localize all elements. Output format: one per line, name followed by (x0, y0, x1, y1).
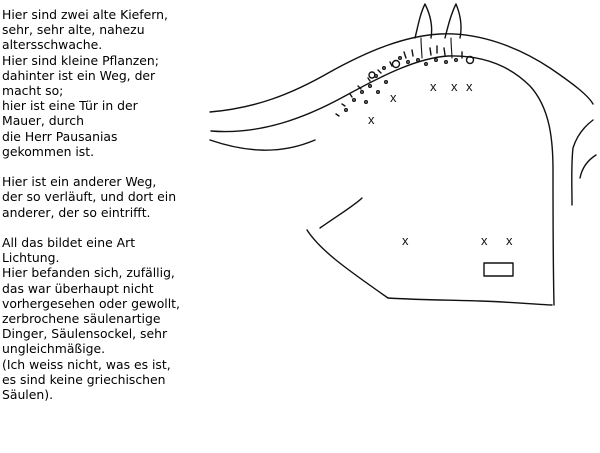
plant-dots (345, 57, 458, 112)
path-outer-line (210, 34, 593, 112)
text-line: zerbrochene säulenartige (2, 311, 161, 327)
text-line: Säulen). (2, 387, 54, 403)
path-inner-line (211, 56, 554, 305)
text-line: Hier sind zwei alte Kiefern, (2, 7, 168, 22)
text-line: (Ich weiss nicht, was es ist, (2, 356, 171, 372)
path-lower-crossing (388, 298, 552, 305)
text-line: das war überhaupt nicht (2, 280, 154, 296)
text-line: Lichtung. (2, 250, 60, 266)
text-line: Hier sind kleine Pflanzen; (2, 52, 159, 68)
text-line: vorhergesehen oder gewollt, (2, 295, 180, 311)
path-right-branch-line (572, 120, 593, 205)
text-line: gekommen ist. (2, 143, 95, 159)
marker-x: x (402, 233, 409, 248)
text-line: der so verläuft, und dort ein (2, 189, 177, 205)
marker-x: x (451, 79, 458, 94)
pine-tree-left (415, 4, 432, 38)
text-line: dahinter ist ein Weg, der (2, 67, 156, 83)
path-right-branch-line (580, 155, 596, 178)
text-line: All das bildet eine Art (2, 235, 136, 251)
text-line: anderer, der so eintrifft. (2, 204, 151, 220)
text-line: hier ist eine Tür in der (2, 98, 138, 114)
stone-circle (393, 61, 400, 68)
path-lower-crossing (307, 230, 388, 298)
text-line: Hier befanden sich, zufällig, (2, 265, 175, 281)
text-line: Mauer, durch (2, 113, 84, 129)
marker-x: x (466, 79, 473, 94)
marker-x: x (430, 79, 437, 94)
text-line: es sind keine griechischen (2, 371, 166, 387)
text-line: altersschwache. (2, 37, 103, 53)
text-line: die Herr Pausanias (2, 128, 118, 144)
text-line: Dinger, Säulensockel, sehr (2, 326, 168, 342)
pine-tree-right (445, 4, 461, 38)
text-line: ungleichmäßige. (2, 341, 106, 357)
path-left-lower-line (210, 140, 315, 150)
text-line: sehr, sehr alte, nahezu (2, 22, 145, 38)
marker-x: x (390, 90, 397, 105)
marker-x: x (368, 112, 375, 127)
stone-circle (369, 72, 375, 78)
text-line: macht so; (2, 83, 64, 99)
path-lower-crossing (320, 198, 362, 228)
column-base-block (484, 263, 513, 276)
column-markers (368, 79, 513, 248)
marker-x: x (506, 233, 513, 248)
text-line: Hier ist ein anderer Weg, (2, 174, 157, 190)
pine-tree-right-trunk (451, 38, 452, 58)
marker-x: x (481, 233, 488, 248)
pine-tree-left-trunk (421, 38, 422, 58)
